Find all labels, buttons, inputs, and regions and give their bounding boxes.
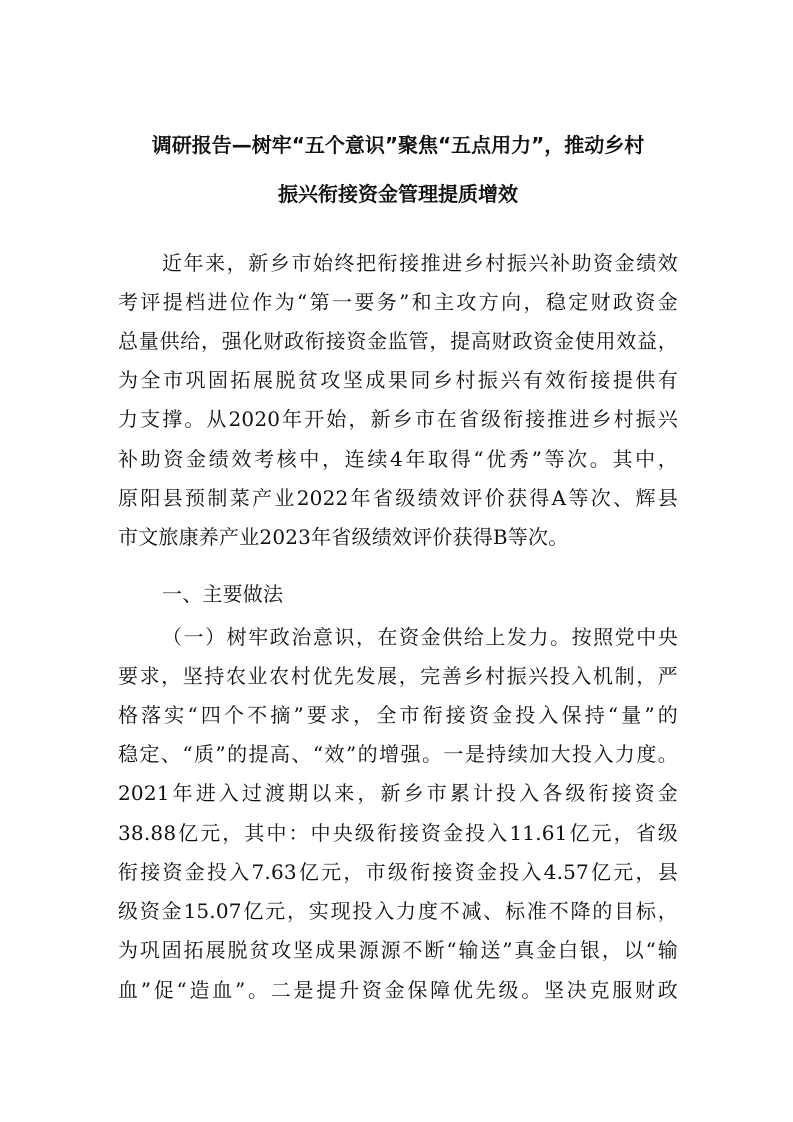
paragraph-1-line-3: 总量供给，强化财政衔接资金监管，提高财政资金使用效益， [118,329,678,353]
paragraph-1-line-5: 力支撑。从2020年开始，新乡市在省级衔接推进乡村振兴 [118,407,678,431]
paragraph-2-line-8: 级资金15.07亿元，实现投入力度不减、标准不降的目标， [118,899,678,923]
paragraph-2-line-4: 稳定、“质”的提高、“效”的增强。一是持续加大投入力度。 [118,742,678,766]
paragraph-2-line-7: 衔接资金投入7.63亿元，市级衔接资金投入4.57亿元，县 [118,860,678,884]
paragraph-1-line-1: 近年来，新乡市始终把衔接推进乡村振兴补助资金绩效 [162,251,678,275]
paragraph-2-line-10: 血”促“造血”。二是提升资金保障优先级。坚决克服财政 [118,978,678,1002]
paragraph-1-line-2: 考评提档进位作为“第一要务”和主攻方向，稳定财政资金 [118,290,678,314]
paragraph-2-line-9: 为巩固拓展脱贫攻坚成果源源不断“输送”真金白银，以“输 [118,938,678,962]
paragraph-2-line-2: 要求，坚持农业农村优先发展，完善乡村振兴投入机制，严 [118,664,678,688]
paragraph-2-line-5: 2021年进入过渡期以来，新乡市累计投入各级衔接资金 [118,781,678,805]
paragraph-2-line-3: 格落实“四个不摘”要求，全市衔接资金投入保持“量”的 [118,703,678,727]
paragraph-1-line-7: 原阳县预制菜产业2022年省级绩效评价获得A等次、辉县 [118,486,678,510]
document-title-line-2: 振兴衔接资金管理提质增效 [278,182,518,206]
document-title-line-1: 调研报告—树牢“五个意识”聚焦“五点用力”，推动乡村 [151,133,645,157]
paragraph-1-line-4: 为全市巩固拓展脱贫攻坚成果同乡村振兴有效衔接提供有 [118,368,678,392]
section-heading: 一、主要做法 [162,582,284,606]
paragraph-1-line-6: 补助资金绩效考核中，连续4年取得“优秀”等次。其中， [118,447,678,471]
paragraph-2-line-6: 38.88亿元，其中：中央级衔接资金投入11.61亿元，省级 [118,821,678,845]
paragraph-1-line-8: 市文旅康养产业2023年省级绩效评价获得B等次。 [118,525,569,549]
paragraph-2-line-1: （一）树牢政治意识，在资金供给上发力。按照党中央 [162,625,678,649]
